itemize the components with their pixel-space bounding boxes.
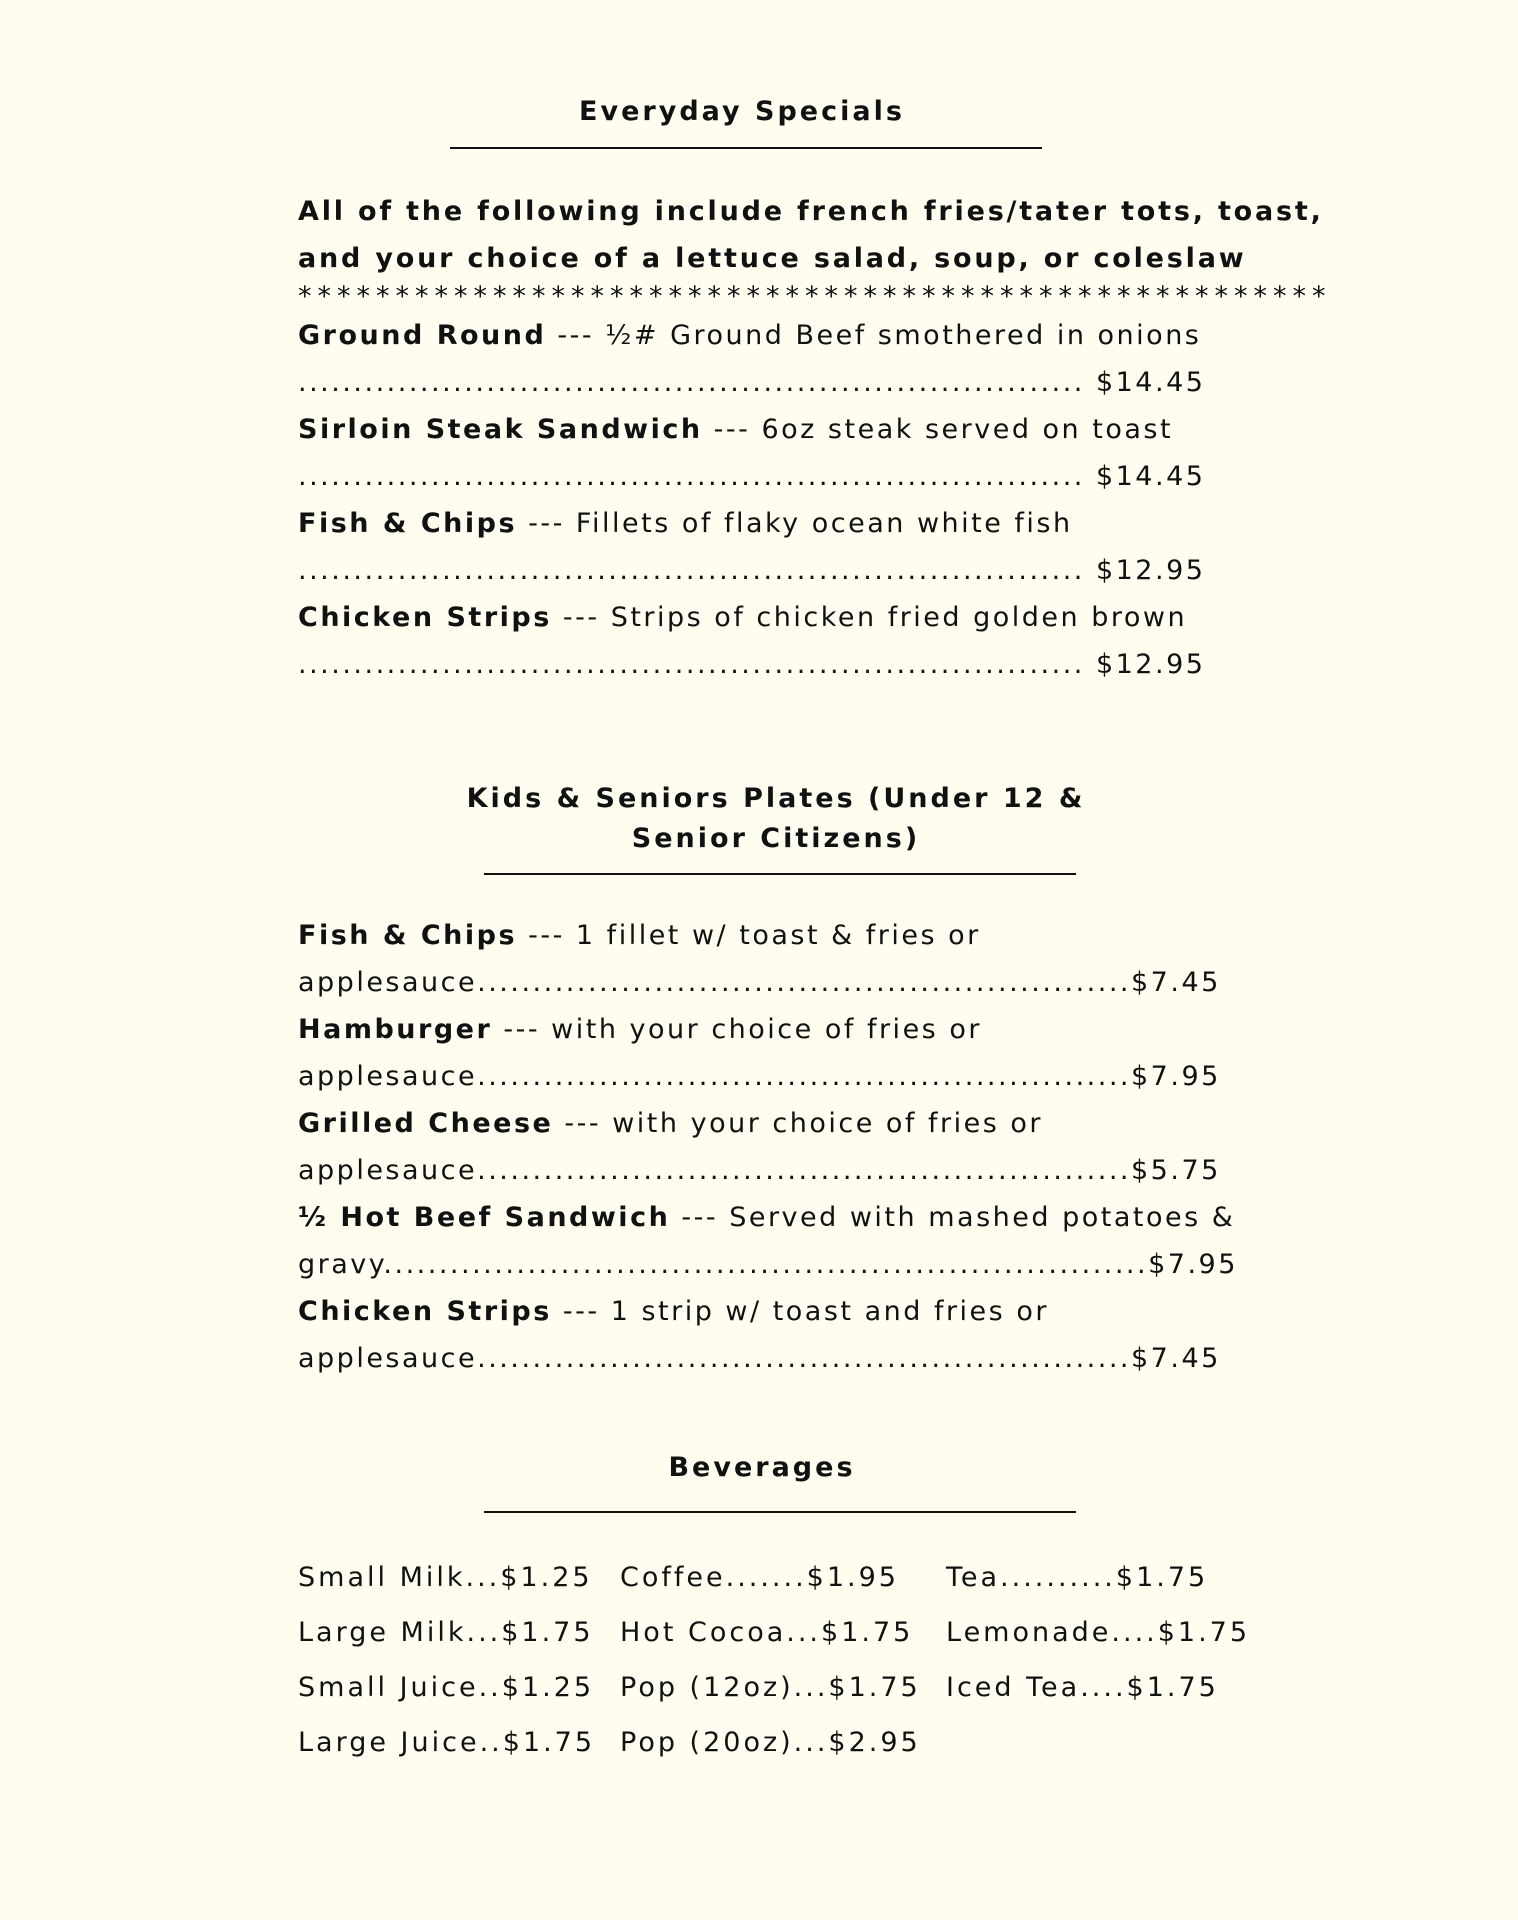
kids-seniors-title-line-1: Kids & Seniors Plates (Under 12 & [466, 783, 1086, 814]
everyday-specials-section [298, 188, 1332, 688]
item-description: --- ½# Ground Beef smothered in onions [546, 320, 1202, 351]
item-leader-dots: ........................................................... [477, 1343, 1131, 1374]
beverage-item: Large Juice..$1.75 [298, 1727, 596, 1758]
item-name: Chicken Strips [298, 602, 552, 633]
menu-item [298, 500, 1224, 594]
item-price: $12.95 [1095, 649, 1206, 680]
item-leader-dots: ....................................................................... [298, 555, 1085, 586]
beverage-item: Large Milk...$1.75 [298, 1617, 594, 1648]
item-name: Ground Round [298, 320, 547, 351]
everyday-specials-title: Everyday Specials [579, 96, 905, 127]
item-name: Chicken Strips [298, 1296, 552, 1327]
item-description-end: applesauce [298, 1343, 478, 1374]
everyday-specials-rule [450, 147, 1042, 149]
item-description: --- with your choice of fries or [492, 1014, 982, 1045]
item-description-end: applesauce [298, 1061, 478, 1092]
kids-seniors-title-line-2: Senior Citizens) [631, 823, 921, 854]
menu-item [298, 1006, 1224, 1100]
beverage-item: Small Milk...$1.25 [298, 1562, 593, 1593]
item-description-end: applesauce [298, 967, 478, 998]
beverage-item: Pop (20oz)...$2.95 [620, 1727, 921, 1758]
item-price: $7.95 [1131, 1061, 1221, 1092]
beverage-item: Coffee.......$1.95 [620, 1562, 899, 1593]
beverage-item: Hot Cocoa...$1.75 [620, 1617, 914, 1648]
menu-item [298, 1288, 1224, 1382]
item-name: Hamburger [298, 1014, 493, 1045]
item-description: --- Fillets of flaky ocean white fish [517, 508, 1073, 539]
item-price: $7.95 [1148, 1249, 1238, 1280]
intro-line-2: and your choice of a lettuce salad, soup, or coleslaw [298, 243, 1247, 274]
item-name: Fish & Chips [298, 920, 518, 951]
item-price: $7.45 [1131, 967, 1221, 998]
item-description: --- Strips of chicken fried golden brown [551, 602, 1188, 633]
item-description-end: applesauce [298, 1155, 478, 1186]
beverages-column-2 [620, 1550, 921, 1770]
item-name: Sirloin Steak Sandwich [298, 414, 703, 445]
item-price: $12.95 [1095, 555, 1206, 586]
kids-seniors-rule [484, 873, 1076, 875]
item-description: --- 6oz steak served on toast [702, 414, 1174, 445]
menu-item [298, 1194, 1238, 1288]
menu-item [298, 312, 1224, 406]
item-leader-dots: ....................................................................... [298, 367, 1085, 398]
item-leader-dots: ..................................................................... [383, 1249, 1149, 1280]
item-price: $7.45 [1131, 1343, 1221, 1374]
beverage-item: Lemonade....$1.75 [946, 1617, 1251, 1648]
menu-item [298, 594, 1224, 688]
menu-item [298, 406, 1224, 500]
item-description: --- Served with mashed potatoes & [670, 1202, 1236, 1233]
beverages-title: Beverages [668, 1452, 856, 1483]
item-description: --- with your choice of fries or [553, 1108, 1043, 1139]
item-description: --- 1 strip w/ toast and fries or [551, 1296, 1049, 1327]
kids-seniors-section [298, 912, 1238, 1382]
item-leader-dots: ........................................................... [477, 967, 1131, 998]
item-name: ½ Hot Beef Sandwich [298, 1202, 671, 1233]
item-leader-dots: ........................................................... [477, 1061, 1131, 1092]
item-name: Grilled Cheese [298, 1108, 554, 1139]
item-leader-dots: ....................................................................... [298, 461, 1085, 492]
item-leader-dots: ........................................................... [477, 1155, 1131, 1186]
menu-item [298, 1100, 1224, 1194]
item-price: $14.45 [1095, 461, 1206, 492]
item-description-end: gravy [298, 1249, 384, 1280]
beverage-item: Tea..........$1.75 [946, 1562, 1209, 1593]
menu-item [298, 912, 1224, 1006]
intro-line-1: All of the following include french fries/tater tots, toast, [298, 196, 1324, 227]
item-price: $14.45 [1095, 367, 1206, 398]
beverage-item: Small Juice..$1.25 [298, 1672, 595, 1703]
item-description: --- 1 fillet w/ toast & fries or [517, 920, 981, 951]
beverages-column-1 [298, 1550, 595, 1770]
beverages-rule [484, 1511, 1076, 1513]
divider-stars: ***************************************************** [298, 281, 1332, 312]
beverage-item: Iced Tea....$1.75 [946, 1672, 1219, 1703]
beverages-column-3 [946, 1550, 1250, 1715]
item-leader-dots: ....................................................................... [298, 649, 1085, 680]
beverage-item: Pop (12oz)...$1.75 [620, 1672, 921, 1703]
item-name: Fish & Chips [298, 508, 518, 539]
item-price: $5.75 [1131, 1155, 1221, 1186]
